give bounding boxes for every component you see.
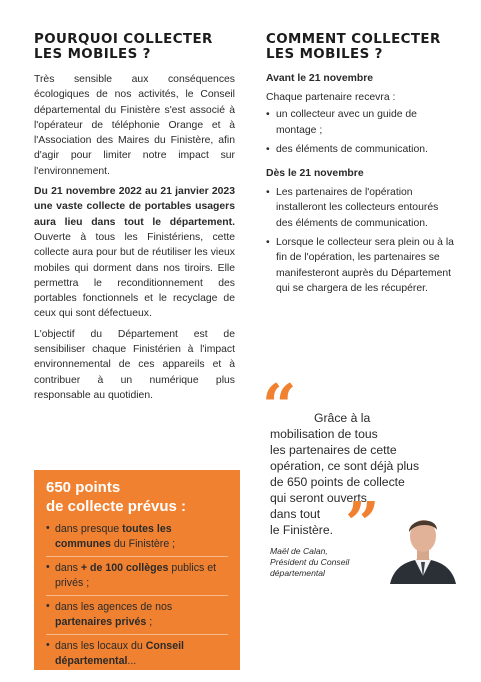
box-title	[46, 478, 228, 516]
box-title-line-2: de collecte prévus :	[46, 498, 187, 515]
box-list-item: • dans les locaux du Conseil départemental...	[46, 634, 228, 673]
right-title-line-2: LES MOBILES ?	[266, 47, 383, 62]
before-heading: Avant le 21 novembre	[266, 73, 374, 84]
box-title-line-1: 650 points	[46, 479, 121, 496]
box-list-item: • dans + de 100 collèges publics et privés ;	[46, 556, 228, 595]
left-title-line-1: POURQUOI COLLECTER	[34, 32, 213, 47]
right-title	[266, 32, 454, 62]
bullet-icon: •	[266, 187, 270, 199]
bullet-icon: •	[46, 561, 50, 573]
left-paragraph-3: L'objectif du Département est de sensibiliser chaque Finistérien à l'impact environnemental de ces appareils et à contribuer à un numérique plus responsable au quotidien.	[34, 328, 235, 401]
collect-dates-highlight: Du 21 novembre 2022 au 21 janvier 2023 une vaste collecte de portables usagers aura lieu dans tout le département.	[34, 186, 235, 228]
after-list-item: • Lorsque le collecteur sera plein ou à la fin de l'opération, les partenaires se manifesteront auprès du Département qui se chargera de les récupérer.	[266, 237, 454, 294]
box-list	[46, 518, 228, 673]
bullet-icon: •	[46, 639, 50, 651]
after-heading: Dès le 21 novembre	[266, 168, 364, 180]
bullet-icon: •	[46, 600, 50, 612]
right-column	[266, 32, 454, 300]
left-title	[34, 32, 235, 62]
before-list-item: • un collecteur avec un guide de montage ;	[266, 109, 417, 136]
left-paragraph-2-rest: Ouverte à tous les Finistériens, cette collecte aura pour but de réutiliser les vieux mobiles qui dorment dans nos tiroirs. Elle permettra le reconditionnement des portables fonctionnels et le recyclage de ceux qui sont défectueux.	[34, 231, 235, 320]
before-list	[266, 107, 454, 161]
left-paragraph-2	[34, 184, 235, 322]
quote-author	[270, 546, 380, 579]
bullet-icon: •	[266, 143, 270, 155]
author-name: Maël de Calan,	[270, 546, 328, 556]
collection-points-box	[34, 470, 240, 670]
left-title-line-2: LES MOBILES ?	[34, 47, 151, 62]
left-column	[34, 32, 235, 403]
author-portrait-photo	[382, 510, 464, 584]
author-role: Président du Conseil départemental	[270, 557, 350, 578]
close-quote-icon: ”	[345, 490, 376, 560]
open-quote-icon: “	[262, 372, 293, 442]
after-list-item: • Les partenaires de l'opération installeront les collecteurs entourés des éléments de communication.	[266, 187, 439, 229]
right-title-line-1: COMMENT COLLECTER	[266, 32, 441, 47]
after-list	[266, 185, 454, 300]
quote-text: Grâce à la mobilisation de tous les partenaires de cette opération, ce sont déjà plus de 650 points de collecte qui seront ouverts dans tout le Finistère.	[270, 411, 420, 537]
bullet-icon: •	[266, 237, 270, 249]
bullet-icon: •	[266, 109, 270, 121]
before-intro: Chaque partenaire recevra :	[266, 92, 396, 103]
before-list-item: • des éléments de communication.	[266, 142, 454, 161]
left-paragraph-1: Très sensible aux conséquences écologiques de nos activités, le Conseil départemental du Finistère s'est associé à l'opérateur de téléphonie Orange et à l'Association des Maires du Finistère, afin d'agir pour limiter notre impact sur l'environnement.	[34, 74, 235, 177]
box-list-item: • dans presque toutes les communes du Finistère ;	[46, 522, 176, 550]
box-list-item: • dans les agences de nos partenaires privés ;	[46, 595, 228, 634]
bullet-icon: •	[46, 522, 50, 534]
